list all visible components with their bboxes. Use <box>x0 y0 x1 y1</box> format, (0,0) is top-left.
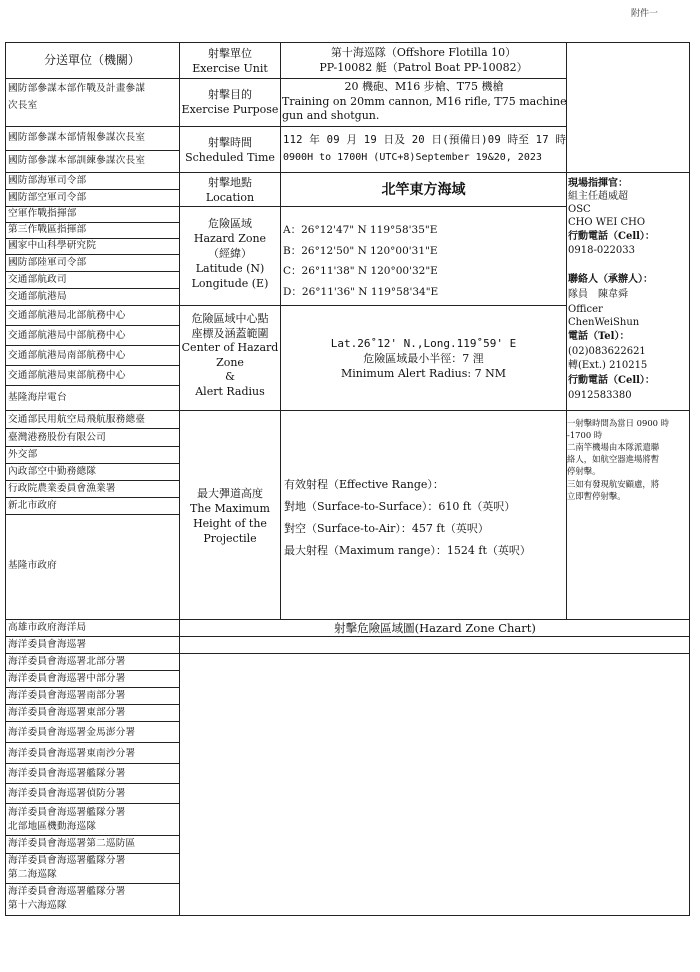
note-line: 絡人，如航空器進場將暫 <box>567 454 660 464</box>
max-height-label-zh: 最大彈道高度 <box>197 487 263 500</box>
list-item: 國防部海軍司令部 <box>8 175 87 186</box>
range-surface: 對地（Surface-to-Surface）：610 ft（英呎） <box>284 500 516 513</box>
list-item: 國家中山科學研究院 <box>8 240 97 251</box>
center-coordinate: Lat.26˚12' N.,Long.119˚59' E <box>330 337 517 350</box>
range-values <box>284 474 531 562</box>
exercise-unit-label <box>180 46 280 76</box>
list-item: 海洋委員會海巡署北部分署 <box>8 656 126 667</box>
hazard-zone-label-lat: Latitude (N) <box>195 262 265 275</box>
schedule-value <box>283 131 566 167</box>
note-line: 停射擊。 <box>567 466 601 476</box>
purpose-label <box>180 87 280 117</box>
purpose-label-zh: 射擊目的 <box>208 88 252 101</box>
hazard-point-c: C：26°11'38" N 120°00'32"E <box>283 265 438 277</box>
max-height-label-en-2: Height of the <box>193 517 267 530</box>
center-label-amp: & <box>225 370 235 384</box>
range-max: 最大射程（Maximum range）：1524 ft（英呎） <box>284 544 531 557</box>
list-item: 交通部航港局 <box>8 291 67 302</box>
effective-range: 有效射程（Effective Range）： <box>284 478 444 491</box>
schedule-label-zh: 射擊時間 <box>208 136 252 149</box>
hazard-point-a: A：26°12'47" N 119°58'35"E <box>283 224 438 236</box>
list-item: 交通部航港局中部航務中心 <box>8 330 126 341</box>
exercise-unit-flotilla: 第十海巡隊（Offshore Flotilla 10） <box>330 46 517 59</box>
list-item: 交通部航港局北部航務中心 <box>8 310 126 321</box>
list-item: 海洋委員會海巡署中部分署 <box>8 673 126 684</box>
list-item: 海洋委員會海巡署 <box>8 639 87 650</box>
max-height-label-en-1: The Maximum <box>190 502 270 515</box>
hazard-zone-label-en: Hazard Zone <box>193 232 267 245</box>
location-label-zh: 射擊地點 <box>208 176 252 189</box>
list-item: 國防部空軍司令部 <box>8 192 87 203</box>
hazard-zone-label-zh: 危險區域 <box>208 217 252 230</box>
cell-number-2: 0912583380 <box>568 390 632 401</box>
max-height-label <box>180 486 280 546</box>
list-item: 海洋委員會海巡署艦隊分署 <box>8 768 126 779</box>
list-item: 海洋委員會海巡署艦隊分署 <box>8 807 126 818</box>
center-label-en-2: Zone <box>216 355 244 369</box>
exercise-unit-value <box>281 45 566 75</box>
hazard-zone-label <box>180 216 280 291</box>
schedule-label-en: Scheduled Time <box>185 151 275 164</box>
hazard-zone-label-lon: Longitude (E) <box>191 277 269 290</box>
center-radius-zh: 危險區域最小半徑：7 浬 <box>363 352 484 365</box>
tel-number: (02)083622621 <box>568 346 646 357</box>
hazard-point-d: D：26°11'36" N 119°58'34"E <box>283 285 439 298</box>
list-item: 行政院農業委員會漁業署 <box>8 483 116 494</box>
liaison-label: 聯絡人（承辦人）： <box>568 274 653 285</box>
exercise-unit-boat: PP-10082 艇（Patrol Boat PP-10082） <box>319 61 528 74</box>
list-item: 國防部參謀本部訓練參謀次長室 <box>8 155 146 166</box>
purpose-value <box>282 80 566 124</box>
list-item: 第十六海巡隊 <box>8 900 67 911</box>
location-value: 北竿東方海域 <box>381 182 466 198</box>
location-label <box>180 175 280 205</box>
cell-label-2: 行動電話（Cell）： <box>568 375 655 386</box>
list-item: 高雄市政府海洋局 <box>8 622 87 633</box>
list-item: 海洋委員會海巡署東部分署 <box>8 707 126 718</box>
list-item: 交通部民用航空局飛航服務總臺 <box>8 414 146 425</box>
list-item: 基隆海岸電台 <box>8 392 67 403</box>
note-line: 二南竿機場由本隊派遣聯 <box>567 442 660 452</box>
purpose-en-line-2: gun and shotgun. <box>282 109 380 122</box>
exercise-unit-label-en: Exercise Unit <box>192 62 268 75</box>
cell-label-1: 行動電話（Cell）： <box>568 231 655 242</box>
purpose-weapons: 20 機砲、M16 步槍、T75 機槍 <box>344 80 504 93</box>
list-item: 國防部陸軍司令部 <box>8 257 87 268</box>
list-item: 新北市政府 <box>8 500 57 511</box>
annex-label: 附件一 <box>630 9 658 19</box>
center-label-en-1: Center of Hazard <box>181 341 279 355</box>
list-item: 交通部航港局東部航務中心 <box>8 370 126 381</box>
list-item: 臺灣港務股份有限公司 <box>8 432 106 443</box>
osc-name: CHO WEI CHO <box>568 217 646 228</box>
center-label-en-3: Alert Radius <box>195 384 265 398</box>
distribution-header: 分送單位（機關） <box>43 53 140 67</box>
list-item: 空軍作戰指揮部 <box>8 208 77 219</box>
note-line: 三如有發現航安顧慮，將 <box>567 479 660 489</box>
list-item: 海洋委員會海巡署第二巡防區 <box>8 838 136 849</box>
center-label <box>180 312 280 400</box>
tel-label: 電話（Tel）： <box>568 331 630 342</box>
max-height-label-en-3: Projectile <box>203 532 257 545</box>
list-item: 海洋委員會海巡署金馬澎分署 <box>8 727 136 738</box>
list-item: 國防部參謀本部情報參謀次長室 <box>8 132 146 143</box>
hazard-zone-label-latlon-zh: （經緯） <box>208 247 252 260</box>
exercise-unit-label-zh: 射擊單位 <box>208 47 252 60</box>
commander-label: 現場指揮官： <box>568 178 628 189</box>
list-item: 次長室 <box>8 100 38 111</box>
list-item: 國防部參謀本部作戰及計畫參謀 <box>8 83 146 94</box>
list-item: 交通部航政司 <box>8 274 67 285</box>
list-item: 交通部航港局南部航務中心 <box>8 350 126 361</box>
officer-label: Officer <box>568 304 603 315</box>
list-item: 海洋委員會海巡署東南沙分署 <box>8 748 136 759</box>
note-line: 立即暫停射擊。 <box>567 491 626 501</box>
hazard-point-b: B：26°12'50" N 120°00'31"E <box>283 244 438 257</box>
list-item: 外交部 <box>8 449 38 460</box>
schedule-date-zh: 112 年 09 月 19 日及 20 日(預備日)09 時至 17 時 <box>283 134 567 146</box>
range-air: 對空（Surface-to-Air）：457 ft（英呎） <box>284 522 489 535</box>
hazard-zone-chart-title: 射擊危險區域圖(Hazard Zone Chart) <box>334 621 536 635</box>
list-item: 內政部空中勤務總隊 <box>8 466 97 477</box>
list-item: 海洋委員會海巡署艦隊分署 <box>8 855 126 866</box>
note-line: -1700 時 <box>567 430 603 440</box>
osc-label: OSC <box>568 204 591 215</box>
purpose-label-en: Exercise Purpose <box>181 103 279 116</box>
center-label-zh-2: 座標及涵蓋範圍 <box>191 326 269 340</box>
hazard-zone-points <box>283 220 438 302</box>
list-item: 海洋委員會海巡署偵防分署 <box>8 788 126 799</box>
purpose-en-line-1: Training on 20mm cannon, M16 rifle, T75 machine <box>282 94 567 108</box>
list-item: 北部地區機動海巡隊 <box>8 821 97 832</box>
schedule-date-en: 0900H to 1700H (UTC+8)September 19&20, 2023 <box>283 152 542 163</box>
cell-number-1: 0918-022033 <box>568 245 636 256</box>
center-radius-en: Minimum Alert Radius: 7 NM <box>341 367 506 380</box>
center-label-zh-1: 危險區域中心點 <box>191 312 269 325</box>
liaison-name: 隊員 陳韋舜 <box>568 289 628 300</box>
list-item: 第三作戰區指揮部 <box>8 224 87 235</box>
tel-extension: 轉(Ext.) 210215 <box>568 360 648 371</box>
note-line: 一射擊時間為當日 0900 時 <box>567 418 670 428</box>
schedule-label <box>180 135 280 165</box>
list-item: 海洋委員會海巡署南部分署 <box>8 690 126 701</box>
officer-name: ChenWeiShun <box>568 317 640 328</box>
list-item: 海洋委員會海巡署艦隊分署 <box>8 886 126 897</box>
commander-name: 組主任趙威超 <box>568 191 628 202</box>
location-label-en: Location <box>205 191 255 204</box>
list-item: 基隆市政府 <box>8 560 57 571</box>
list-item: 第二海巡隊 <box>8 869 57 880</box>
center-value <box>281 336 566 381</box>
